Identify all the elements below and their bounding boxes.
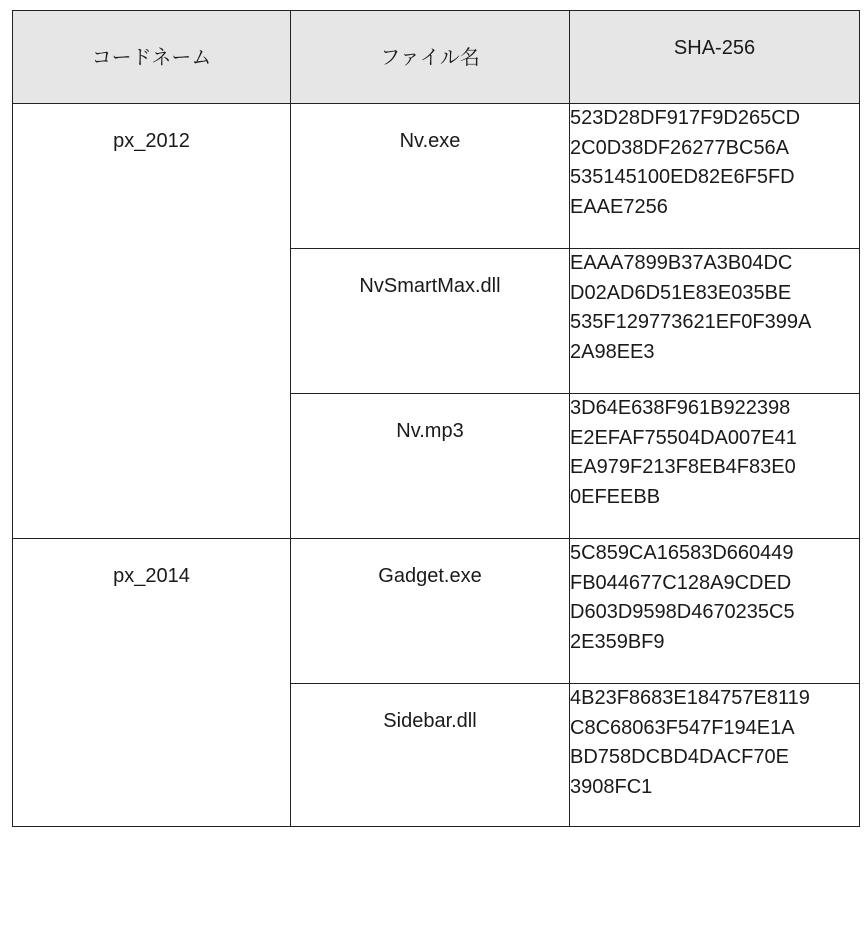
hash-cell: EAAA7899B37A3B04DC D02AD6D51E83E035BE 535F129773621EF0F399A 2A98EE3: [570, 249, 860, 394]
hash-cell: 3D64E638F961B922398 E2EFAF75504DA007E41 EA979F213F8EB4F83E0 0EFEEBB: [570, 394, 860, 539]
codename-cell: px_2012: [13, 104, 291, 539]
filename-cell: Nv.mp3: [291, 394, 570, 539]
codename-cell: px_2014: [13, 539, 291, 827]
header-filename: ファイル名: [291, 11, 570, 104]
header-hash: SHA-256: [570, 11, 860, 104]
filename-cell: NvSmartMax.dll: [291, 249, 570, 394]
table-row: [13, 539, 860, 684]
hash-cell: 5C859CA16583D660449 FB044677C128A9CDED D603D9598D4670235C5 2E359BF9: [570, 539, 860, 684]
hash-cell: 4B23F8683E184757E8119 C8C68063F547F194E1A BD758DCBD4DACF70E 3908FC1: [570, 684, 860, 827]
filename-cell: Nv.exe: [291, 104, 570, 249]
hash-cell: 523D28DF917F9D265CD 2C0D38DF26277BC56A 535145100ED82E6F5FD EAAE7256: [570, 104, 860, 249]
table-row: [13, 104, 860, 249]
header-codename: コードネーム: [13, 11, 291, 104]
filename-cell: Gadget.exe: [291, 539, 570, 684]
header-row: [13, 11, 860, 104]
malware-hash-table: [12, 10, 860, 827]
filename-cell: Sidebar.dll: [291, 684, 570, 827]
